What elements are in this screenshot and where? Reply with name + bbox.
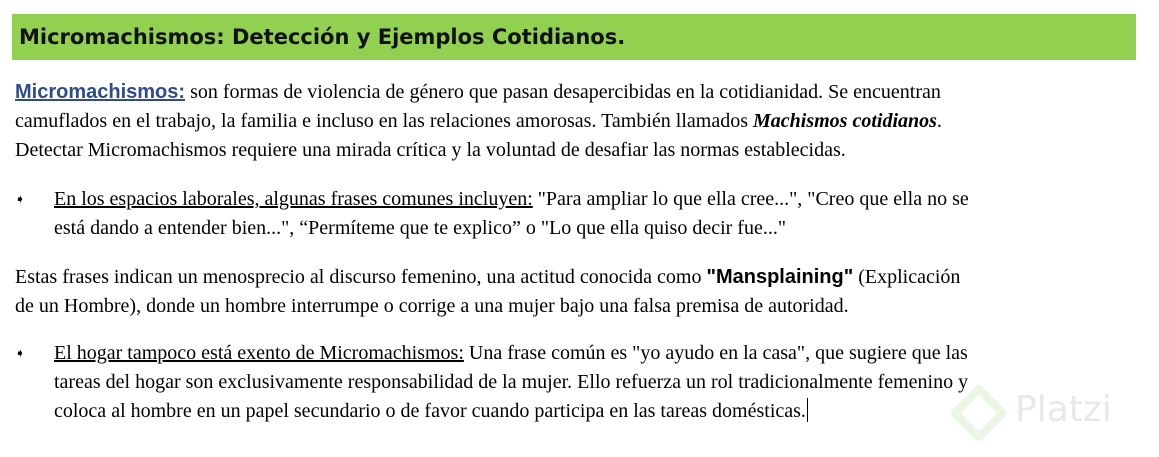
arrow-bullet-icon: ➧ <box>15 346 26 360</box>
intro-paragraph <box>15 78 1145 165</box>
platzi-watermark <box>951 383 1151 443</box>
bullet-body: Una frase común es "yo ayudo en la casa", que sugiere que las <box>463 342 968 364</box>
para-text: (Explicación <box>853 266 961 288</box>
section-title: Micromachismos: Detección y Ejemplos Cotidianos. <box>19 25 626 49</box>
emphasis-text: Machismos cotidianos <box>752 110 937 132</box>
bullet-line-3 <box>54 397 968 426</box>
term-heading: Micromachismos: <box>15 81 186 103</box>
bullet-line-1 <box>54 185 969 214</box>
emphasis-term: "Mansplaining" <box>706 266 854 288</box>
bullet-text <box>54 185 969 243</box>
intro-line-3: Detectar Micromachismos requiere una mirada crítica y la voluntad de desafiar las normas establecidas. <box>15 139 846 161</box>
intro-line-2 <box>15 107 1145 136</box>
underlined-lead: El hogar tampoco está exento de Micromachismos: <box>54 342 464 364</box>
platzi-logo-icon <box>951 385 1007 441</box>
text-cursor[interactable] <box>807 398 808 422</box>
para2-line-1 <box>15 263 1145 292</box>
intro-text: . <box>936 110 942 132</box>
intro-line-1 <box>15 78 1145 107</box>
bullet-item-workplace <box>15 185 1145 245</box>
intro-text: son formas de violencia de género que pasan desapercibidas en la cotidianidad. Se encuentran <box>185 81 941 103</box>
mansplaining-paragraph <box>15 263 1145 321</box>
para2-line-2: de un Hombre), donde un hombre interrumpe o corrige a una mujer bajo una falsa premisa de autoridad. <box>15 295 849 317</box>
bullet-text <box>54 339 968 426</box>
watermark-text: Platzi <box>1015 389 1112 430</box>
bullet-line-1 <box>54 339 968 368</box>
underlined-lead: En los espacios laborales, algunas frases comunes incluyen: <box>54 188 533 210</box>
arrow-bullet-icon: ➧ <box>15 192 26 206</box>
bullet-line-2: está dando a entender bien...", “Permíteme que te explico” o "Lo que ella quiso decir fue..." <box>54 217 787 239</box>
intro-text: camuflados en el trabajo, la familia e incluso en las relaciones amorosas. También llamados <box>15 110 753 132</box>
section-title-bar <box>12 14 1136 60</box>
para-text: Estas frases indican un menosprecio al discurso femenino, una actitud conocida como <box>15 266 707 288</box>
bullet-body: "Para ampliar lo que ella cree...", "Creo que ella no se <box>532 188 969 210</box>
bullet-body: coloca al hombre en un papel secundario o de favor cuando participa en las tareas domésticas. <box>54 400 806 422</box>
bullet-line-2: tareas del hogar son exclusivamente responsabilidad de la mujer. Ello refuerza un rol tradicionalmente femenino y <box>54 371 969 393</box>
